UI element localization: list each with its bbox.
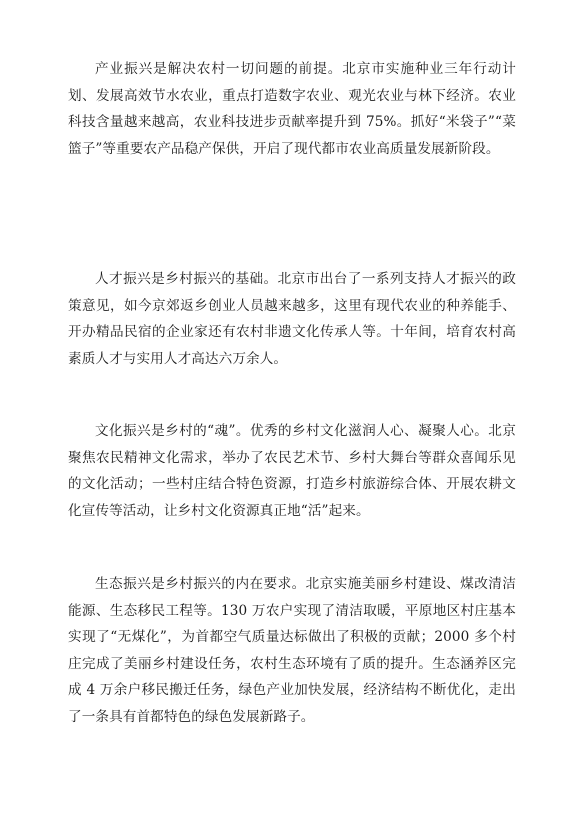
paragraph-talent-revitalization: 人才振兴是乡村振兴的基础。北京市出台了一系列支持人才振兴的政策意见，如今京郊返乡创业人员越来越多，这里有现代农业的种养能手、开办精品民宿的企业家还有农村非遗文化传承人等。十年间，培育农村高素质人才与实用人才高达六万余人。 bbox=[68, 271, 516, 367]
paragraph-culture-revitalization: 文化振兴是乡村的“魂”。优秀的乡村文化滋润人心、凝聚人心。北京聚焦农民精神文化需求，举办了农民艺术节、乡村大舞台等群众喜闻乐见的文化活动；一些村庄结合特色资源，打造乡村旅游综合体、开展农耕文化宣传等活动，让乡村文化资源真正地“活”起来。 bbox=[68, 423, 516, 519]
paragraph-ecology-revitalization: 生态振兴是乡村振兴的内在要求。北京实施美丽乡村建设、煤改清洁能源、生态移民工程等。130 万农户实现了清洁取暖，平原地区村庄基本实现了“无煤化”，为首都空气质量达标做出了积极的贡献；2000 多个村庄完成了美丽乡村建设任务，农村生态环境有了质的提升。生态涵养区完成 4 万余户移民搬迁任务，绿色产业加快发展，经济结构不断优化，走出了一条具有首都特色的绿色发展新路子。 bbox=[68, 576, 516, 725]
paragraph-industry-revitalization: 产业振兴是解决农村一切问题的前提。北京市实施种业三年行动计划、发展高效节水农业，重点打造数字农业、观光农业与林下经济。农业科技含量越来越高，农业科技进步贡献率提升到 75%。抓好“米袋子”“菜篮子”等重要农产品稳产保供，开启了现代都市农业高质量发展新阶段。 bbox=[68, 61, 516, 157]
